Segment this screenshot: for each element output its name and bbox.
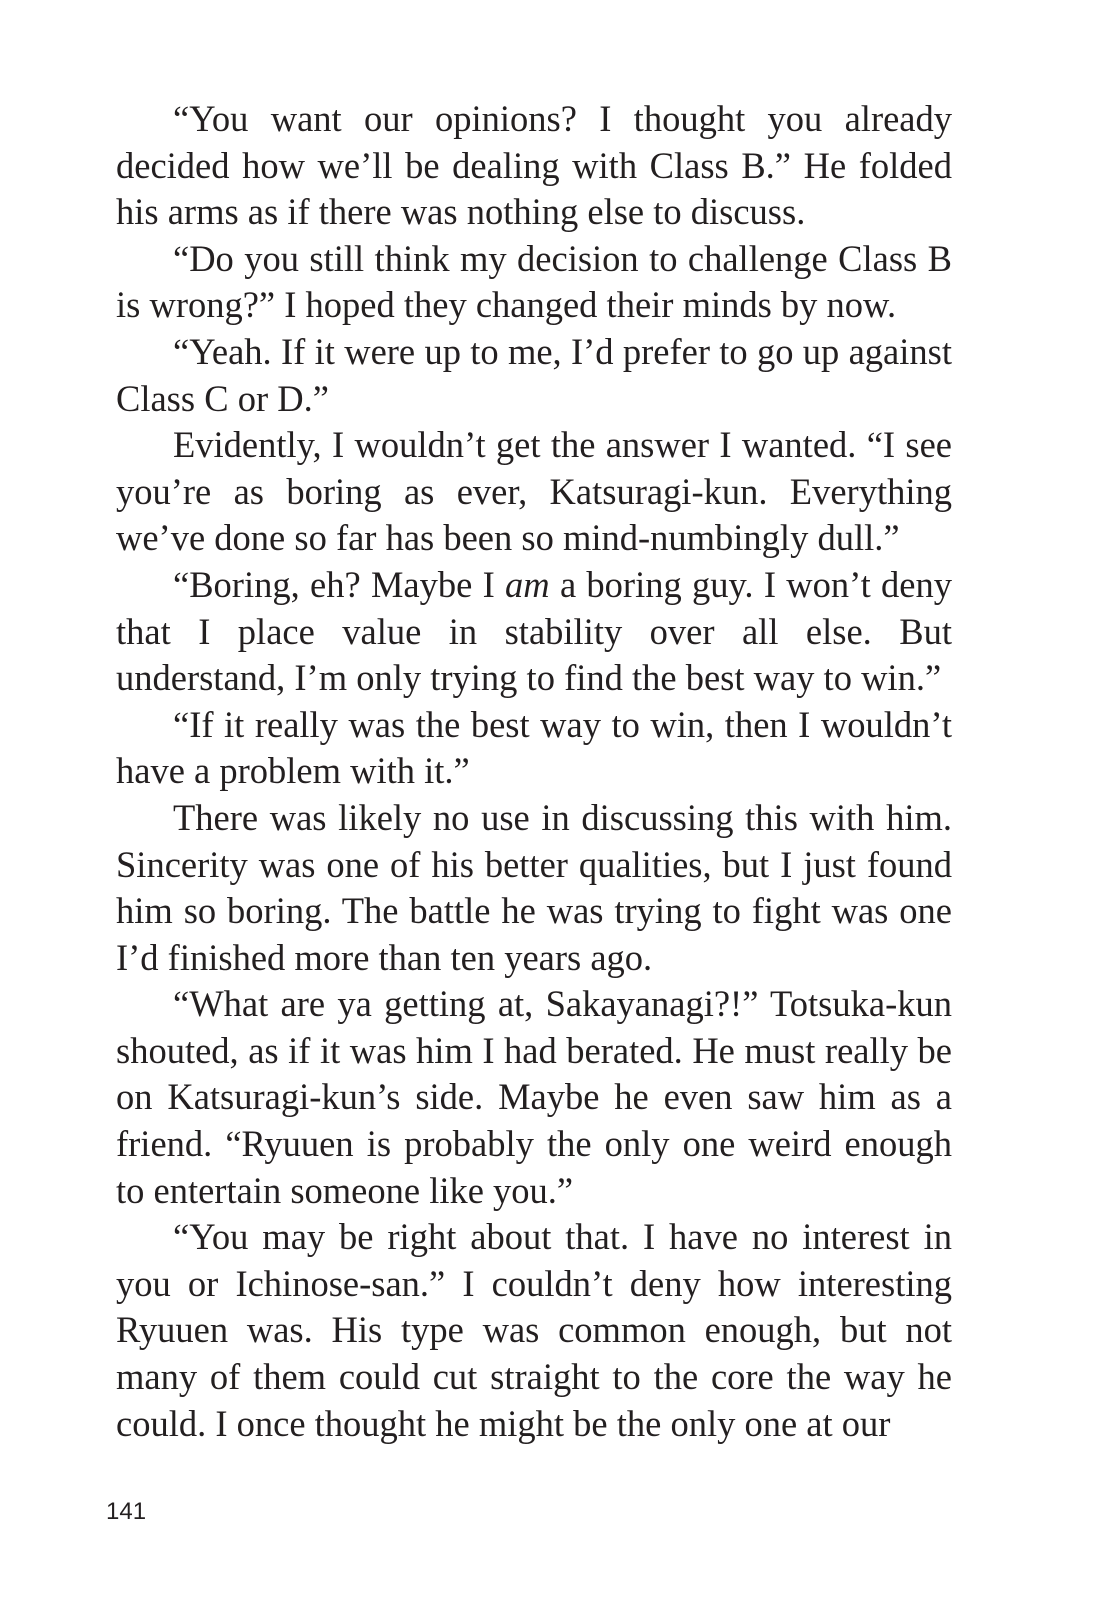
page-number: 141 xyxy=(106,1498,147,1525)
body-text xyxy=(116,96,952,1447)
paragraph-8: “What are ya getting at, Sakayanagi?!” Totsuka-kun shouted, as if it was him I had berated. He must really be on Katsuragi-kun’s side. Maybe he even saw him as a friend. “Ryuuen is probably the only one weird enough to entertain someone like you.” xyxy=(116,983,952,1211)
emphasized-word: am xyxy=(505,563,550,605)
paragraph-2: “Do you still think my decision to challenge Class B is wrong?” I hoped they changed their minds by now. xyxy=(116,237,952,326)
paragraph-9: “You may be right about that. I have no interest in you or Ichinose-san.” I couldn’t deny how interesting Ryuuen was. His type was common enough, but not many of them could cut straight to the core the way he could. I once thought he might be the only one at our xyxy=(116,1216,952,1444)
paragraph-5 xyxy=(116,562,952,702)
paragraph-6: “If it really was the best way to win, then I wouldn’t have a problem with it.” xyxy=(116,703,952,792)
paragraph-5-after: a boring guy. I won’t deny that I place value in stability over all else. But understand, I’m only trying to find the best way to win.” xyxy=(116,563,952,699)
paragraph-7: There was likely no use in discussing this with him. Sincerity was one of his better qualities, but I just found him so boring. The battle he was trying to fight was one I’d finished more than ten years ago. xyxy=(116,796,952,978)
paragraph-5-before: “Boring, eh? Maybe I xyxy=(173,563,506,605)
paragraph-1: “You want our opinions? I thought you already decided how we’ll be dealing with Class B.” He folded his arms as if there was nothing else to discuss. xyxy=(116,98,952,233)
paragraph-3: “Yeah. If it were up to me, I’d prefer to go up against Class C or D.” xyxy=(116,330,952,419)
paragraph-4: Evidently, I wouldn’t get the answer I wanted. “I see you’re as boring as ever, Katsuragi-kun. Everything we’ve done so far has been so mind-numbingly dull.” xyxy=(116,424,952,559)
